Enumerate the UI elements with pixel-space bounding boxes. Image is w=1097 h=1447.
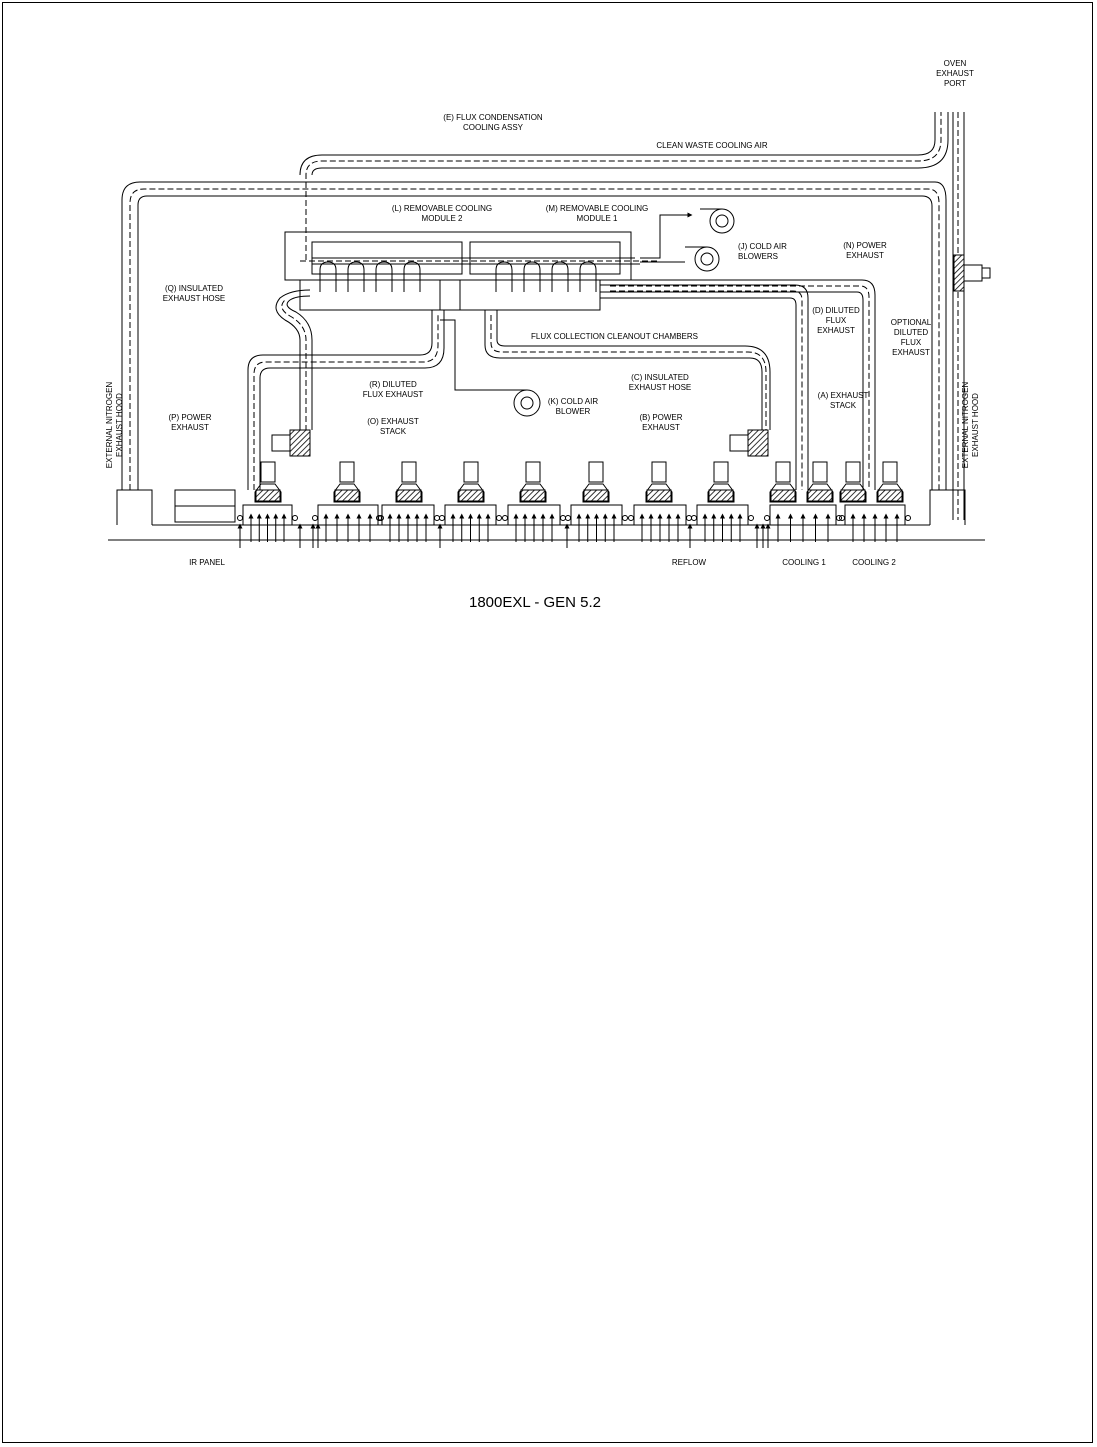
label-line: FLUX — [825, 316, 847, 325]
label-line: OVEN — [943, 59, 967, 68]
label-line: (P) POWER — [168, 413, 212, 422]
zone-stack — [464, 462, 478, 482]
label-line: MODULE 2 — [421, 214, 463, 223]
label-line: (E) FLUX CONDENSATION — [443, 113, 543, 122]
label-line: EXHAUST — [817, 326, 855, 335]
label-line: BLOWER — [555, 407, 591, 416]
zone-filter — [335, 490, 359, 501]
label-line: (J) COLD AIR — [738, 242, 787, 251]
label-line: OPTIONAL — [890, 318, 932, 327]
zone-roller — [623, 516, 628, 521]
label-line: (N) POWER — [843, 241, 887, 250]
zone-roller — [313, 516, 318, 521]
label-line: COOLING ASSY — [462, 123, 524, 132]
label-line: EXHAUST HOOD — [971, 393, 980, 457]
zone-roller — [238, 516, 243, 521]
diagram-caption: 1800EXL - GEN 5.2 — [468, 594, 602, 611]
zone-stack — [402, 462, 416, 482]
zone-stack — [340, 462, 354, 482]
label-line: IR PANEL — [189, 558, 225, 567]
label-cooling1 — [782, 558, 826, 567]
zone-roller — [435, 516, 440, 521]
label-line: COOLING 2 — [852, 558, 896, 567]
zone-roller — [629, 516, 634, 521]
zone-roller — [906, 516, 911, 521]
label-insulated-hose-q — [163, 284, 226, 303]
label-line: CLEAN WASTE COOLING AIR — [656, 141, 768, 150]
zone-filter — [709, 490, 733, 501]
label-reflow — [672, 558, 707, 567]
zone-stack — [261, 462, 275, 482]
zone-stack — [776, 462, 790, 482]
label-cold-air-blowers — [738, 242, 787, 261]
zone-filter — [397, 490, 421, 501]
label-line: EXHAUST HOOD — [115, 393, 124, 457]
label-line: EXTERNAL NITROGEN — [961, 381, 970, 469]
label-line: (R) DILUTED — [369, 380, 417, 389]
label-oven-port — [936, 59, 974, 88]
label-clean-waste — [656, 141, 768, 150]
label-ext-hood-right — [961, 382, 980, 469]
label-line: EXHAUST HOSE — [628, 383, 692, 392]
label-diluted-r — [363, 380, 424, 399]
zone-roller — [765, 516, 770, 521]
label-line: (A) EXHAUST — [817, 391, 869, 400]
zone-filter — [647, 490, 671, 501]
zone-stack — [526, 462, 540, 482]
label-line: (D) DILUTED — [812, 306, 860, 315]
zone-filter — [841, 490, 865, 501]
label-mod1 — [546, 204, 649, 223]
label-exhaust-stack-o — [367, 417, 419, 436]
label-line: STACK — [379, 427, 407, 436]
label-line: EXHAUST HOSE — [162, 294, 226, 303]
label-line: EXHAUST — [892, 348, 930, 357]
label-line: EXTERNAL NITROGEN — [105, 381, 114, 469]
label-line: FLUX — [900, 338, 922, 347]
zone-stack — [714, 462, 728, 482]
zone-roller — [566, 516, 571, 521]
label-ext-hood-left — [105, 382, 124, 469]
label-power-exhaust-p — [168, 413, 211, 432]
zone-roller — [749, 516, 754, 521]
label-flux-cond — [443, 113, 543, 132]
label-line: (M) REMOVABLE COOLING — [545, 204, 649, 213]
zone-stack — [589, 462, 603, 482]
label-power-exhaust-n — [843, 241, 887, 260]
label-line: EXHAUST — [936, 69, 974, 78]
cold-air-blower-k — [440, 320, 540, 416]
label-line: BLOWERS — [738, 252, 779, 261]
zone-roller — [440, 516, 445, 521]
zone-roller — [687, 516, 692, 521]
label-line: EXHAUST — [171, 423, 209, 432]
label-insulated-hose-c — [629, 373, 692, 392]
label-line: REFLOW — [671, 558, 707, 567]
zone-roller — [692, 516, 697, 521]
label-line: EXHAUST — [846, 251, 884, 260]
label-line: (C) INSULATED — [631, 373, 689, 382]
label-line: FLUX EXHAUST — [362, 390, 424, 399]
label-line: (K) COLD AIR — [547, 397, 599, 406]
label-flux-collection — [531, 332, 698, 341]
label-line: (B) POWER — [639, 413, 683, 422]
label-line: MODULE 1 — [576, 214, 618, 223]
label-cooling2 — [852, 558, 896, 567]
zone-roller — [561, 516, 566, 521]
label-line: (O) EXHAUST — [367, 417, 419, 426]
label-line: EXHAUST — [642, 423, 680, 432]
label-cold-air-blower-k — [548, 397, 598, 416]
zone-filter — [521, 490, 545, 501]
label-optional-diluted — [891, 318, 932, 357]
zone-roller — [497, 516, 502, 521]
zone-filter — [256, 490, 280, 501]
zone-filter — [808, 490, 832, 501]
label-line: (Q) INSULATED — [164, 284, 224, 293]
label-line: PORT — [943, 79, 967, 88]
label-line: (L) REMOVABLE COOLING — [391, 204, 493, 213]
label-power-exhaust-b — [639, 413, 682, 432]
zone-roller — [503, 516, 508, 521]
label-diluted-d — [812, 306, 860, 335]
label-line: COOLING 1 — [782, 558, 826, 567]
zone-filter — [771, 490, 795, 501]
zone-roller — [293, 516, 298, 521]
label-line: DILUTED — [893, 328, 929, 337]
zone-stack — [652, 462, 666, 482]
zone-filter — [878, 490, 902, 501]
zone-stack — [846, 462, 860, 482]
label-mod2 — [392, 204, 492, 223]
oven-zones — [238, 462, 911, 548]
zone-filter — [459, 490, 483, 501]
oven-exhaust-port-stack — [953, 112, 990, 520]
zone-filter — [584, 490, 608, 501]
cold-air-blowers-j — [640, 209, 734, 271]
clean-waste-cooling-air-duct — [300, 112, 948, 260]
zone-stack — [813, 462, 827, 482]
label-line: STACK — [829, 401, 857, 410]
label-line: FLUX COLLECTION CLEANOUT CHAMBERS — [531, 332, 698, 341]
label-ir-panel — [189, 558, 225, 567]
zone-stack — [883, 462, 897, 482]
label-exhaust-stack-a — [818, 391, 869, 410]
